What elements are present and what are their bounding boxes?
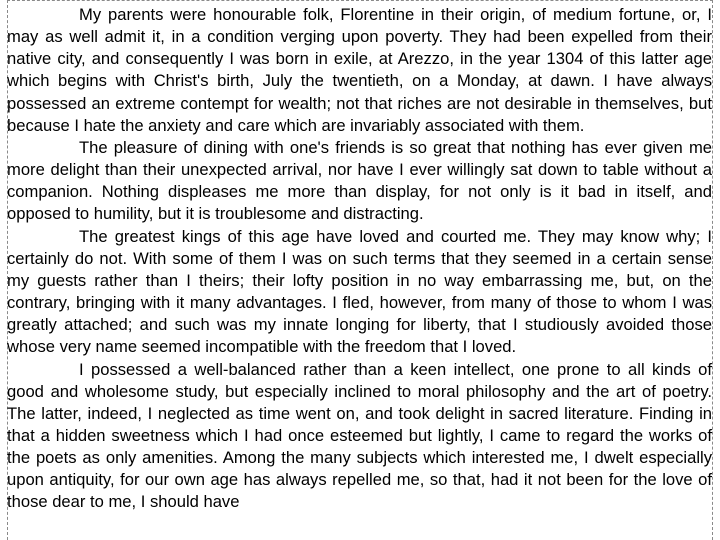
text-box-right-border <box>712 0 713 540</box>
text-box-top-border <box>7 0 713 1</box>
paragraph: I possessed a well-balanced rather than a keen intellect, one prone to all kinds of good and wholesome study, but especially inclined to moral philosophy and the art of poetry. The latter, indeed, I neglected as time went on, and took delight in sacred literature. Finding in that a hidden sweetness which I had once esteemed but lightly, I came to regard the works of the poets as only amenities. Among the many subjects which interested me, I dwelt especially upon antiquity, for our own age has always repelled me, so that, had it not been for the love of those dear to me, I should have <box>7 359 712 512</box>
paragraph: The greatest kings of this age have loved and courted me. They may know why; I certainly do not. With some of them I was on such terms that they seemed in a certain sense my guests rather than I theirs; their lofty position in no way embarrassing me, but, on the contrary, bringing with it many advantages. I fled, however, from many of those to whom I was greatly attached; and such was my innate longing for liberty, that I studiously avoided those whose very name seemed incompatible with the freedom that I loved. <box>7 226 712 357</box>
text-body <box>7 4 712 514</box>
paragraph: My parents were honourable folk, Florentine in their origin, of medium fortune, or, I may as well admit it, in a condition verging upon poverty. They had been expelled from their native city, and consequently I was born in exile, at Arezzo, in the year 1304 of this latter age which begins with Christ's birth, July the twentieth, on a Monday, at dawn. I have always possessed an extreme contempt for wealth; not that riches are not desirable in themselves, but because I hate the anxiety and care which are invariably associated with them. <box>7 5 712 135</box>
paragraph: The pleasure of dining with one's friends is so great that nothing has ever given me more delight than their unexpected arrival, nor have I ever willingly sat down to table without a companion. Nothing displeases me more than display, for not only is it bad in itself, and opposed to humility, but it is troublesome and distracting. <box>7 137 712 224</box>
